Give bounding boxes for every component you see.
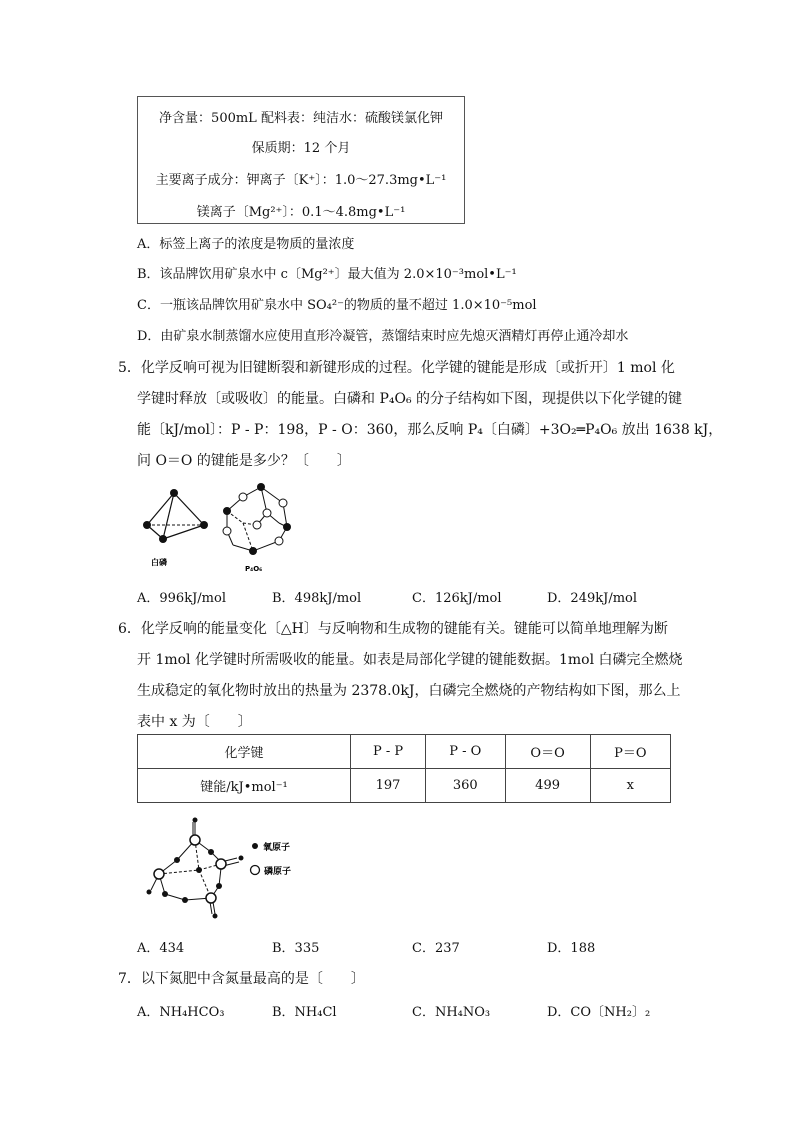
q5-stem-line-4: 问 O＝O 的键能是多少？〔 〕 <box>137 453 351 469</box>
q6-stem-line-4: 表中 x 为〔 〕 <box>137 714 252 730</box>
bond-energy-table <box>137 734 671 803</box>
white-phosphorus-structure <box>143 489 208 543</box>
q4-option-a[interactable]: A．标签上离子的浓度是物质的量浓度 <box>137 237 355 252</box>
oxygen-legend-label: 氧原子 <box>263 843 291 853</box>
table-header-cell: 化学键 <box>138 735 351 769</box>
q6-stem-line-2: 开 1mol 化学键时所需吸收的能量。如表是局部化学键的键能数据。1mol 白磷完全燃烧 <box>137 652 683 668</box>
q4-option-c[interactable]: C．一瓶该品牌饮用矿泉水中 SO₄²⁻的物质的量不超过 1.0×10⁻⁵mol <box>137 298 537 313</box>
p4o6-label: P₄O₆ <box>245 565 263 573</box>
q6-option-a[interactable]: A．434 <box>137 941 185 956</box>
q5-option-a[interactable]: A．996kJ/mol <box>137 591 226 606</box>
p4o10-structure-figure <box>137 812 312 922</box>
q7-option-d[interactable]: D．CO〔NH₂〕₂ <box>547 1005 651 1020</box>
table-header-cell: P＝O <box>590 735 670 769</box>
product-label-box <box>137 96 465 224</box>
q6-option-d[interactable]: D．188 <box>547 941 596 956</box>
q6-option-b[interactable]: B．335 <box>272 941 320 956</box>
q5-stem-line-3: 能〔kJ/mol〕：P - P：198，P - O：360，那么反响 P₄〔白磷〕+3O₂═P₄O₆ 放出 1638 kJ， <box>137 422 723 438</box>
q6-option-c[interactable]: C．237 <box>412 941 460 956</box>
q5-stem-line-1: 5．化学反响可视为旧键断裂和新键形成的过程。化学键的键能是形成〔或折开〕1 mol 化 <box>118 360 675 376</box>
q7-option-a[interactable]: A．NH₄HCO₃ <box>137 1005 225 1020</box>
table-cell: 键能/kJ•mol⁻¹ <box>138 769 351 803</box>
q5-option-b[interactable]: B．498kJ/mol <box>272 591 362 606</box>
q7-option-b[interactable]: B．NH₄Cl <box>272 1005 337 1020</box>
label-line-2: 保质期：12 个月 <box>251 141 351 156</box>
q5-option-c[interactable]: C．126kJ/mol <box>412 591 502 606</box>
p4o6-structure <box>223 483 291 555</box>
q4-option-d[interactable]: D．由矿泉水制蒸馏水应使用直形冷凝管，蒸馏结束时应先熄灭酒精灯再停止通冷却水 <box>137 329 629 344</box>
table-header-cell: P - P <box>351 735 426 769</box>
table-header-cell: P - O <box>426 735 506 769</box>
phosphorus-legend-marker <box>251 866 260 875</box>
phosphorus-legend-label: 磷原子 <box>264 867 292 877</box>
label-line-1: 净含量：500mL 配料表：纯洁水：硫酸镁氯化钾 <box>159 111 443 126</box>
table-cell: 499 <box>505 769 590 803</box>
table-row <box>138 769 671 803</box>
q4-option-b[interactable]: B．该品牌饮用矿泉水中 c〔Mg²⁺〕最大值为 2.0×10⁻³mol•L⁻¹ <box>137 267 517 282</box>
table-cell: 360 <box>426 769 506 803</box>
q5-molecule-figure <box>137 483 317 575</box>
table-cell: 197 <box>351 769 426 803</box>
table-header-cell: O＝O <box>505 735 590 769</box>
table-cell: x <box>590 769 670 803</box>
q6-stem-line-1: 6．化学反响的能量变化〔△H〕与反响物和生成物的键能有关。键能可以简单地理解为断 <box>118 621 668 637</box>
q5-option-d[interactable]: D．249kJ/mol <box>547 591 638 606</box>
q5-stem-line-2: 学键时释放〔或吸收〕的能量。白磷和 P₄O₆ 的分子结构如下图，现提供以下化学键的键 <box>137 391 683 407</box>
q6-stem-line-3: 生成稳定的氧化物时放出的热量为 2378.0kJ，白磷完全燃烧的产物结构如下图，那么上 <box>137 683 681 699</box>
q7-stem-line-1: 7．以下氮肥中含氮量最高的是〔 〕 <box>118 971 365 987</box>
q7-option-c[interactable]: C．NH₄NO₃ <box>412 1005 491 1020</box>
label-line-3: 主要离子成分：钾离子〔K⁺〕：1.0～27.3mg•L⁻¹ <box>155 173 447 188</box>
table-header-row <box>138 735 671 769</box>
white-phosphorus-label: 白磷 <box>151 558 167 567</box>
label-line-4: 镁离子〔Mg²⁺〕：0.1～4.8mg•L⁻¹ <box>196 205 406 220</box>
oxygen-legend-marker <box>252 843 258 849</box>
